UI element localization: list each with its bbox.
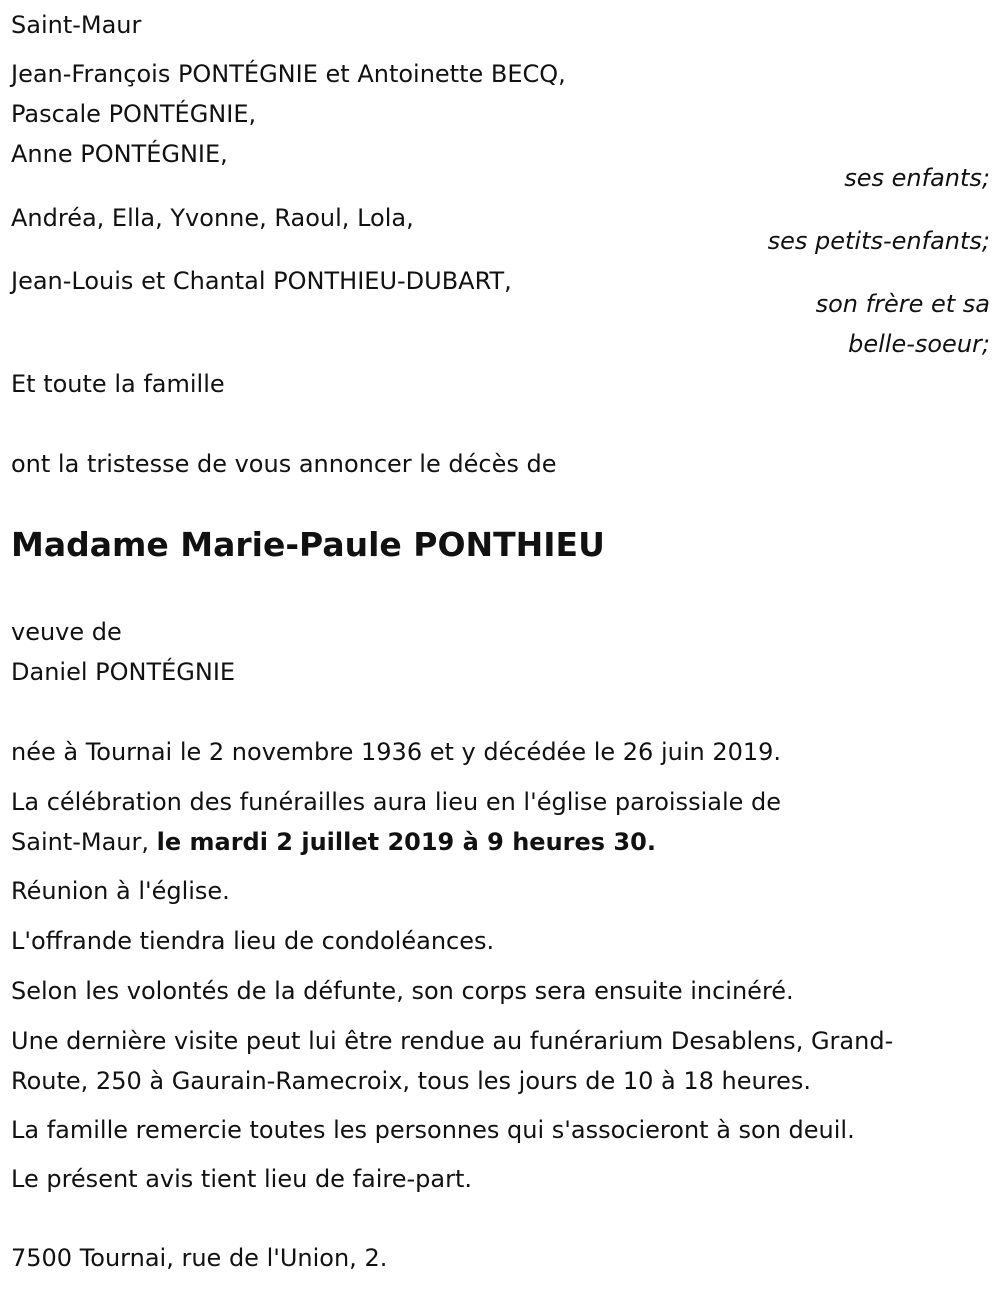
ceremony-line-1: La célébration des funérailles aura lieu en l'église paroissiale de [11, 788, 782, 816]
visit-line-2: Route, 250 à Gaurain-Ramecroix, tous les jours de 10 à 18 heures. [11, 1067, 811, 1095]
sibling-names: Jean-Louis et Chantal PONTHIEU-DUBART, [11, 267, 512, 295]
notice-line: Le présent avis tient lieu de faire-part. [11, 1165, 473, 1193]
children-name-2: Pascale PONTÉGNIE, [11, 100, 257, 128]
sibling-relation-line-1: son frère et sa [815, 290, 990, 318]
announcement-line: ont la tristesse de vous annoncer le décès de [11, 450, 557, 478]
visit-line-1: Une dernière visite peut lui être rendue au funérarium Desablens, Grand- [11, 1027, 894, 1055]
ceremony-line-2 [11, 822, 656, 862]
address-line: 7500 Tournai, rue de l'Union, 2. [11, 1244, 388, 1272]
deceased-name: Madame Marie-Paule PONTHIEU [11, 525, 605, 564]
children-name-1: Jean-François PONTÉGNIE et Antoinette BECQ, [11, 60, 566, 88]
offering-line: L'offrande tiendra lieu de condoléances. [11, 927, 495, 955]
family-line: Et toute la famille [11, 370, 225, 398]
spouse-name: Daniel PONTÉGNIE [11, 658, 236, 686]
children-name-3: Anne PONTÉGNIE, [11, 140, 228, 168]
children-relation: ses enfants; [844, 164, 990, 192]
widow-label: veuve de [11, 618, 122, 646]
cremation-line: Selon les volontés de la défunte, son corps sera ensuite incinéré. [11, 977, 794, 1005]
birth-death-line: née à Tournai le 2 novembre 1936 et y décédée le 26 juin 2019. [11, 738, 782, 766]
meeting-line: Réunion à l'église. [11, 877, 230, 905]
ceremony-place: Saint-Maur, [11, 828, 157, 856]
grandchildren-relation: ses petits-enfants; [767, 227, 990, 255]
thanks-line: La famille remercie toutes les personnes qui s'associeront à son deuil. [11, 1116, 855, 1144]
location-header: Saint-Maur [11, 11, 142, 39]
grandchildren-names: Andréa, Ella, Yvonne, Raoul, Lola, [11, 204, 414, 232]
ceremony-date-time: le mardi 2 juillet 2019 à 9 heures 30. [156, 828, 656, 856]
sibling-relation-line-2: belle-soeur; [848, 330, 990, 358]
